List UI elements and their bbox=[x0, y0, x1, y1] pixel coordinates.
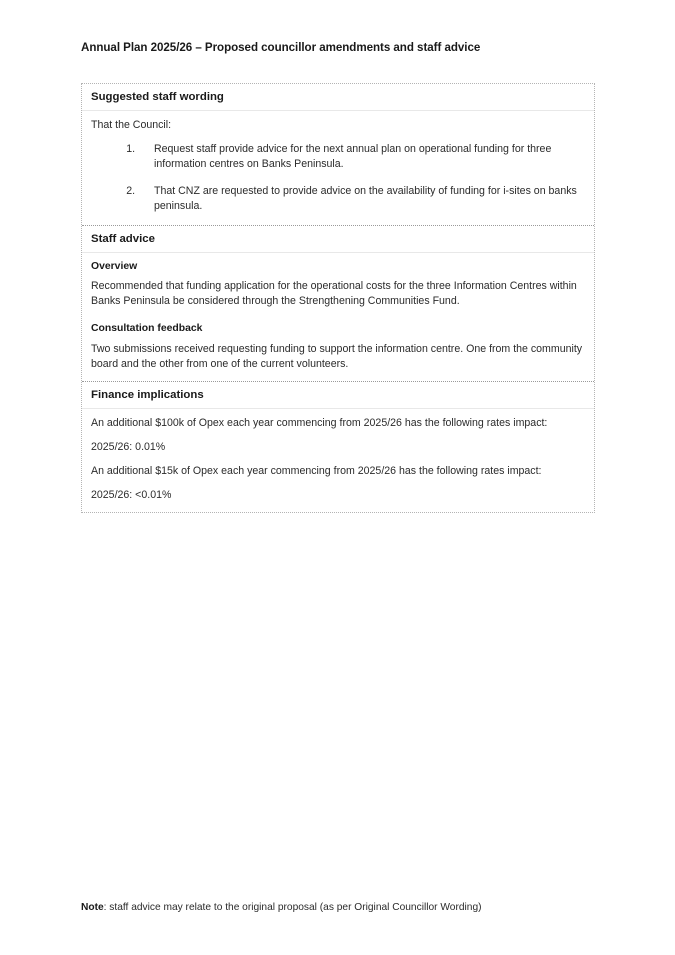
finance-paragraph: An additional $15k of Opex each year commencing from 2025/26 has the following rates impact: bbox=[91, 464, 542, 477]
suggested-wording-list bbox=[91, 142, 585, 214]
overview-text: Recommended that funding application for the operational costs for the three Information Centres within Banks Peninsula be considered through the Strengthening Communities Fund. bbox=[91, 280, 577, 308]
section-suggested-staff-wording bbox=[82, 84, 594, 226]
suggested-wording-intro: That the Council: bbox=[91, 118, 172, 131]
list-item: 2. That CNZ are requested to provide advice on the availability of funding for i-sites on banks peninsula. bbox=[138, 184, 585, 214]
section-heading-suggested-staff-wording: Suggested staff wording bbox=[82, 84, 594, 111]
section-heading-finance-implications: Finance implications bbox=[82, 382, 594, 409]
page-title: Annual Plan 2025/26 – Proposed councillor amendments and staff advice bbox=[81, 41, 481, 54]
subheading-consultation-feedback: Consultation feedback bbox=[91, 323, 203, 335]
finance-rates-impact: 2025/26: <0.01% bbox=[91, 488, 172, 501]
footer-note bbox=[81, 901, 601, 915]
section-body-suggested-staff-wording bbox=[82, 111, 594, 225]
amendment-table bbox=[81, 83, 595, 513]
section-staff-advice bbox=[82, 226, 594, 382]
section-body-staff-advice bbox=[82, 253, 594, 381]
subheading-overview: Overview bbox=[91, 260, 138, 272]
footer-note-text: : staff advice may relate to the original proposal (as per Original Councillor Wording) bbox=[103, 902, 482, 913]
list-item: 1. Request staff provide advice for the next annual plan on operational funding for three information centres on Banks Peninsula. bbox=[138, 142, 585, 172]
finance-rates-impact: 2025/26: 0.01% bbox=[91, 440, 166, 453]
footer-note-label: Note bbox=[81, 902, 104, 913]
section-finance-implications bbox=[82, 382, 594, 512]
section-heading-staff-advice: Staff advice bbox=[82, 226, 594, 253]
consultation-feedback-text: Two submissions received requesting funding to support the information centre. One from the community board and the other from one of the current volunteers. bbox=[91, 342, 583, 370]
finance-paragraph: An additional $100k of Opex each year commencing from 2025/26 has the following rates impact: bbox=[91, 416, 548, 429]
section-body-finance-implications bbox=[82, 409, 594, 512]
